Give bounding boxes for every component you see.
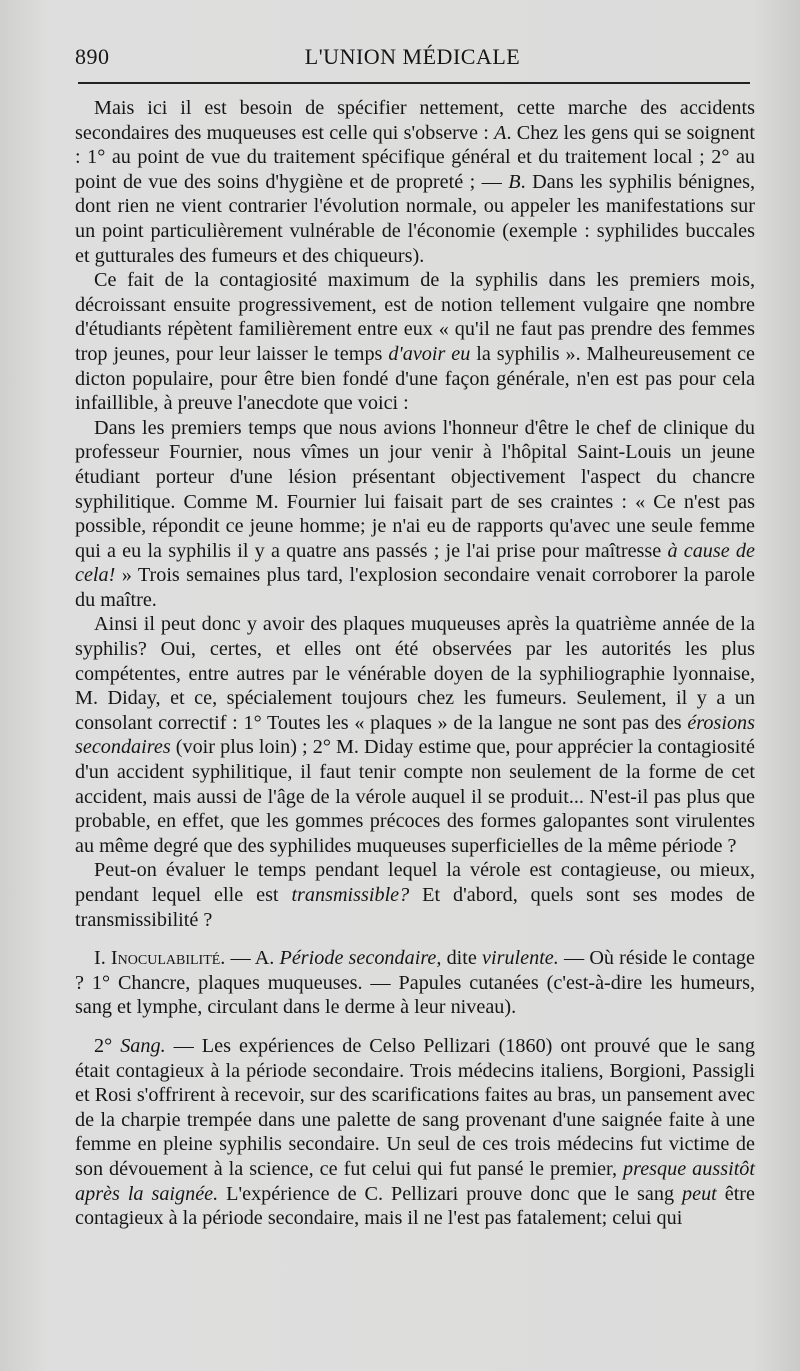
paragraph-3: Dans les premiers temps que nous avions l'honneur d'être le chef de clinique du professeur Fournier, nous vîmes un jour venir à l'hôpital Saint-Louis un jeune étudiant porteur d'une lésion présentant objectivement l'aspect du chancre syphilitique. Comme M. Fournier lui faisait part de ses craintes : « Ce n'est pas possible, répondit ce jeune homme; je n'ai eu de rapports qu'avec une seule femme qui a eu la syphilis il y a quatre ans passés ; je l'ai prise pour maîtresse à cause de cela! » Trois semaines plus tard, l'explosion secondaire venait corroborer la parole du maître. bbox=[75, 416, 755, 611]
paragraph-5: Peut-on évaluer le temps pendant lequel la vérole est contagieuse, ou mieux, pendant lequel elle est transmissible? Et d'abord, quels sont ses modes de transmissibilité ? bbox=[75, 859, 755, 931]
paragraph-2: Ce fait de la contagiosité maximum de la syphilis dans les premiers mois, décroissant ensuite progressivement, est de notion tellement vulgaire qne nombre d'étudiants répètent familièrement entre eux « qu'il ne faut pas prendre des femmes trop jeunes, pour leur laisser le temps d'avoir eu la syphilis ». Malheureusement ce dicton populaire, pour être bien fondé d'une façon générale, n'en est pas pour cela infaillible, à preuve l'anecdote que voici : bbox=[75, 269, 755, 415]
paragraph-1: Mais ici il est besoin de spécifier nettement, cette marche des accidents secondaires des muqueuses est celle qui s'observe : A. Chez les gens qui se soignent : 1° au point de vue du traitement spécifique général et du traitement local ; 2° au point de vue des soins d'hygiène et de propreté ; — B. Dans les syphilis bénignes, dont rien ne vient contrarier l'évolution normale, ou appeler les manifestations sur un point particulièrement vulnérable de l'économie (exemple : syphilides buccales et gutturales des fumeurs et des chiqueurs). bbox=[75, 97, 755, 267]
paragraph-sang: 2° Sang. — Les expériences de Celso Pellizari (1860) ont prouvé que le sang était contagieux à la période secondaire. Trois médecins italiens, Borgioni, Passigli et Rosi s'offrirent à recevoir, sur des scarifications faites au bras, un pansement avec de la charpie trempée dans une palette de sang provenant d'une saignée faite à une femme en pleine syphilis secondaire. Un seul de ces trois médecins fut victime de son dévouement à la science, ce fut celui qui fut pansé le premier, presque aussitôt après la saignée. L'expérience de C. Pellizari prouve donc que le sang peut être contagieux à la période secondaire, mais il ne l'est pas fatalement; celui qui bbox=[75, 1034, 755, 1230]
page-number: 890 bbox=[75, 44, 110, 69]
paragraph-4: Ainsi il peut donc y avoir des plaques muqueuses après la quatrième année de la syphilis? Oui, certes, et elles ont été observées par les autorités les plus compétentes, entre autres par le vénérable doyen de la syphiliographie lyonnaise, M. Diday, et ce, spécialement toujours chez les fumeurs. Seulement, il y a un consolant correctif : 1° Toutes les « plaques » de la langue ne sont pas des érosions secondaires (voir plus loin) ; 2° M. Diday estime que, pour apprécier la contagiosité d'un accident syphilitique, il faut tenir compte non seulement de la forme de cet accident, mais aussi de l'âge de la vérole auquel il se produit... N'est-il pas plus que probable, en effet, que les gommes précoces des formes galopantes sont virulentes au même degré que des syphilides muqueuses superficielles de la même période ? bbox=[75, 613, 755, 857]
article-body bbox=[75, 96, 755, 1231]
section-heading-inoculabilite: I. Inoculabilité. — A. Période secondaire, dite virulente. — Où réside le contage ? 1° Chancre, plaques muqueuses. — Papules cutanées (c'est-à-dire les humeurs, sang et lymphe, circulant dans le derme à leur niveau). bbox=[75, 947, 755, 1019]
running-header bbox=[75, 44, 750, 70]
header-rule bbox=[78, 82, 750, 84]
running-title: L'UNION MÉDICALE bbox=[304, 44, 521, 69]
